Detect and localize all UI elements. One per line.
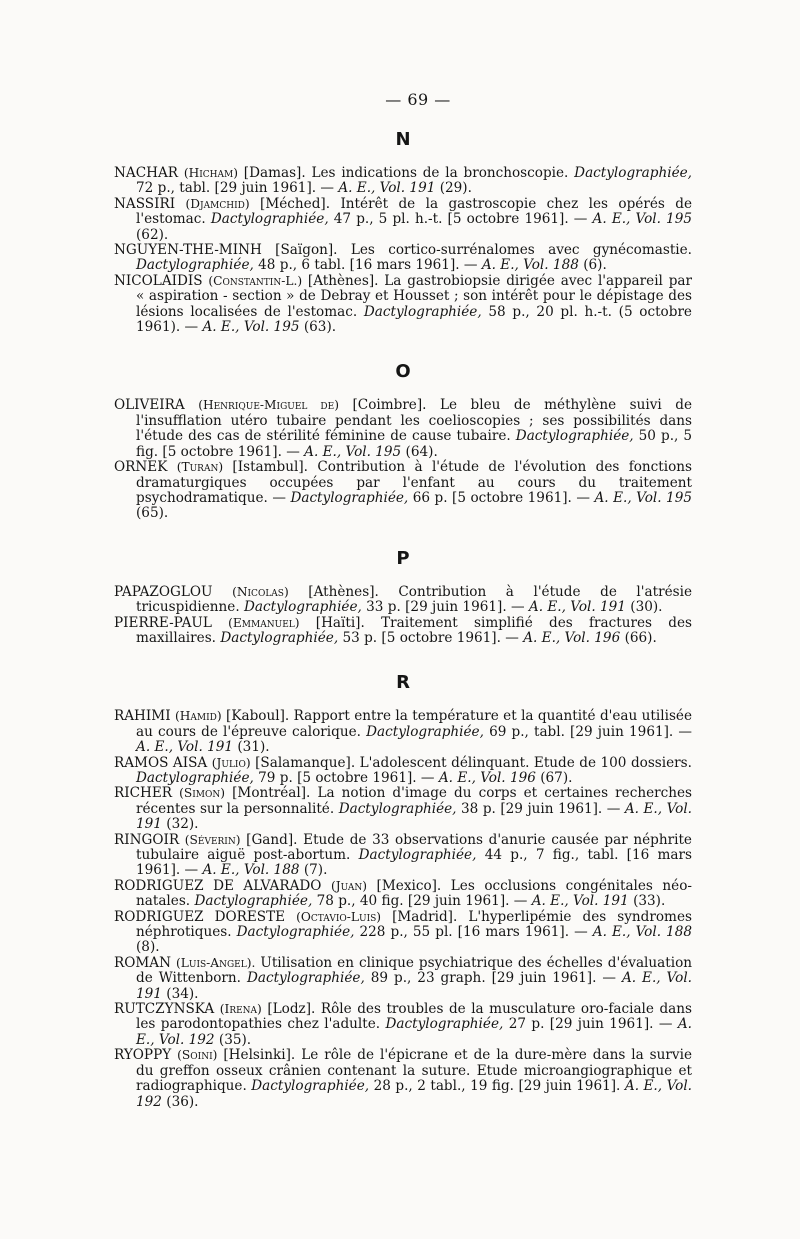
thesis-details: 66 p. [5 octobre 1961]. — — [412, 489, 590, 506]
section-letter-heading: P — [396, 547, 410, 569]
author-surname: NASSIRI — [114, 195, 176, 212]
thesis-details: 72 p., tabl. [29 juin 1961]. — — [136, 180, 334, 197]
author-surname: RUTCZYNSKA — [114, 1001, 215, 1018]
bibliography-entry — [114, 756, 692, 787]
entry-number: (34). — [166, 985, 199, 1002]
entry-number: (35). — [218, 1031, 252, 1048]
format-label: Dactylographiée, — [366, 723, 484, 740]
author-first-name: (Octavio-Luis) — [296, 909, 382, 924]
thesis-details: 53 p. [5 octobre 1961]. — — [342, 629, 519, 646]
format-label: Dactylographiée, — [251, 1078, 370, 1095]
author-surname: PIERRE-PAUL — [114, 614, 212, 631]
university-place: [Haïti]. — [315, 614, 365, 631]
thesis-title: L'hyperlipémie des syndromes néphrotiques. — [136, 908, 692, 941]
thesis-details: 27 p. [29 juin 1961]. — — [508, 1016, 673, 1033]
university-place: [Athènes]. — [308, 583, 379, 600]
thesis-details: 28 p., 2 tabl., 19 fig. [29 juin 1961]. — [373, 1078, 621, 1095]
volume-reference: A. E., Vol. 195 — [594, 489, 693, 506]
volume-reference: A. E., Vol. 191 — [136, 800, 692, 833]
thesis-title: Traitement simplifié des fractures des maxillaires. — [136, 614, 692, 646]
format-label: Dactylographiée, — [574, 165, 692, 181]
author-surname: ORNEK — [114, 459, 168, 476]
entry-number: (7). — [303, 862, 328, 879]
university-place: [Lodz]. — [267, 1001, 316, 1018]
bibliography-entry — [114, 956, 692, 1002]
author-surname: RINGOIR — [114, 831, 180, 848]
author-surname: NICOLAIDIS — [114, 272, 203, 289]
thesis-title: L'adolescent délinquant. Etude de 100 dossiers. — [359, 754, 692, 771]
bibliography-entry — [114, 1048, 692, 1110]
volume-reference: A. E., Vol. 195 — [592, 211, 693, 228]
university-place: [Istambul]. — [232, 459, 308, 476]
university-place: [Kaboul]. — [226, 708, 290, 725]
section-letter-heading: N — [395, 129, 411, 150]
entry-number: (31). — [237, 739, 270, 756]
format-label: Dactylographiée, — [236, 924, 355, 941]
format-label: Dactylographiée, — [515, 428, 634, 445]
thesis-details: 228 p., 55 pl. [16 mars 1961]. — — [359, 924, 588, 941]
volume-reference: A. E., Vol. 192 — [136, 1016, 692, 1048]
author-first-name: (Séverin) — [184, 832, 241, 847]
entry-number: (6). — [583, 257, 607, 274]
thesis-title: Intérêt de la gastroscopie chez les opérés de l'estomac. — [136, 195, 692, 228]
bibliography-entry — [114, 398, 692, 460]
bibliography-entry — [114, 910, 692, 956]
thesis-title: La notion d'image du corps et certaines recherches récentes sur la personnalité. — [136, 785, 693, 817]
author-first-name: (Turan) — [176, 460, 224, 475]
author-first-name: (Julio) — [211, 755, 251, 770]
format-label: Dactylographiée, — [210, 211, 329, 228]
author-first-name: (Juan) — [330, 878, 368, 893]
thesis-title: La gastrobiopsie dirigée avec l'appareil par « aspiration - section » de Debray et Housset ; son intérêt pour le dépistage des lésions localisées de l'estomac. — [136, 272, 693, 320]
entry-number: (65). — [136, 505, 169, 522]
thesis-details: 48 p., 6 tabl. [16 mars 1961]. — — [258, 257, 478, 274]
entry-number: (67). — [540, 769, 573, 786]
bibliography-entry — [114, 709, 692, 755]
author-surname: NACHAR — [114, 165, 179, 181]
format-label: Dactylographiée, — [220, 629, 339, 646]
volume-reference: A. E., Vol. 195 — [202, 319, 300, 336]
format-label: Dactylographiée, — [246, 970, 365, 987]
thesis-details: 58 p., 20 pl. h.-t. (5 octobre 1961). — — [136, 303, 692, 336]
author-surname: ROMAN — [114, 954, 172, 971]
bibliography-entry — [114, 243, 692, 274]
volume-reference: A. E., Vol. 191 — [136, 739, 234, 756]
author-surname: RODRIGUEZ DE ALVARADO — [114, 877, 322, 894]
entry-number: (30). — [630, 599, 663, 616]
thesis-title: Contribution à l'étude de l'évolution des fonctions dramaturgiques occupées par l'enfant au cours du traitement psychodramatique. — — [136, 459, 692, 506]
thesis-title: Le rôle de l'épicrane et de la dure-mère dans la survie du greffon osseux crânien contenant la suture. Etude microangiographique et radiographique. — [136, 1047, 692, 1095]
entry-number: (63). — [303, 319, 337, 336]
university-place: [Mexico]. — [376, 877, 442, 894]
author-first-name: (Constantin-L.) — [208, 273, 303, 288]
entry-number: (33). — [633, 893, 666, 910]
bibliography-content — [114, 129, 692, 1110]
bibliography-entry — [114, 833, 692, 879]
volume-reference: A. E., Vol. 192 — [136, 1078, 692, 1110]
bibliography-entry — [114, 274, 692, 336]
university-place: [Madrid]. — [392, 908, 458, 925]
thesis-details: 69 p., tabl. [29 juin 1961]. — — [489, 723, 692, 740]
thesis-title: Le bleu de méthylène suivi de l'insufflation utéro tubaire pendant les coelioscopies ; ses possibilités dans l'étude des cas de stérilité féminine de cause tubaire. — [136, 397, 692, 445]
bibliography-entry — [114, 786, 692, 832]
thesis-details: 89 p., 23 graph. [29 juin 1961]. — — [370, 970, 616, 987]
volume-reference: A. E., Vol. 195 — [304, 443, 402, 460]
university-place: [Coimbre]. — [352, 397, 427, 414]
thesis-title: Etude de 33 observations d'anurie causée par néphrite tubulaire aiguë post-abortum. — [136, 831, 692, 863]
university-place: [Montréal]. — [232, 785, 311, 802]
author-first-name: (Djamchid) — [185, 196, 250, 211]
thesis-title: Utilisation en clinique psychiatrique des échelles d'évaluation de Wittenborn. — [136, 954, 693, 987]
author-surname: RICHER — [114, 785, 173, 802]
thesis-details: 44 p., 7 fig., tabl. [16 mars 1961]. — — [136, 847, 692, 879]
thesis-details: 47 p., 5 pl. h.-t. [5 octobre 1961]. — — [333, 211, 588, 228]
format-label: Dactylographiée, — [136, 769, 254, 786]
university-place: [Gand]. — [246, 831, 298, 848]
format-label: Dactylographiée, — [358, 847, 477, 863]
author-first-name: (Hamid) — [174, 709, 222, 724]
format-label: Dactylographiée, — [244, 599, 362, 616]
author-surname: OLIVEIRA — [114, 397, 185, 414]
volume-reference: A. E., Vol. 188 — [202, 862, 300, 879]
author-first-name: (Luis-Angel). — [176, 955, 256, 970]
format-label: Dactylographiée, — [194, 893, 313, 910]
thesis-title: Les occlusions congénitales néo-natales. — [136, 877, 692, 910]
thesis-details: 38 p. [29 juin 1961]. — — [461, 800, 621, 817]
university-place: [Méched]. — [260, 195, 331, 212]
thesis-details: 78 p., 40 fig. [29 juin 1961]. — — [316, 893, 528, 910]
thesis-title: Rôle des troubles de la musculature oro-faciale dans les parodontopathies chez l'adulte. — [136, 1001, 693, 1033]
author-surname: RAHIMI — [114, 708, 171, 725]
entry-number: (66). — [624, 629, 657, 646]
bibliography-entry — [114, 1002, 692, 1048]
university-place: [Athènes]. — [307, 272, 379, 289]
format-label: Dactylographiée, — [363, 303, 482, 320]
thesis-details: 33 p. [29 juin 1961]. — — [366, 599, 525, 616]
volume-reference: A. E., Vol. 188 — [592, 924, 693, 941]
author-first-name: (Soini) — [177, 1048, 218, 1063]
thesis-details: 79 p. [5 octobre 1961]. — — [258, 769, 435, 786]
author-first-name: (Emmanuel) — [228, 615, 300, 630]
format-label: Dactylographiée, — [290, 489, 409, 506]
bibliography-entry — [114, 166, 692, 197]
volume-reference: A. E., Vol. 191 — [338, 180, 436, 197]
bibliography-entry — [114, 197, 692, 243]
author-first-name: (Henrique-Miguel de) — [198, 398, 339, 413]
author-first-name: (Irena) — [219, 1002, 262, 1017]
format-label: Dactylographiée, — [338, 800, 457, 817]
entry-number: (29). — [439, 180, 472, 197]
author-first-name: (Hicham) — [183, 166, 238, 180]
volume-reference: A. E., Vol. 191 — [531, 893, 629, 910]
entry-number: (36). — [166, 1093, 199, 1110]
thesis-details: 50 p., 5 fig. [5 octobre 1961]. — — [136, 428, 693, 460]
author-surname: NGUYEN-THE-MINH — [114, 242, 262, 259]
bibliography-entry — [114, 879, 692, 910]
entry-number: (8). — [136, 939, 160, 956]
university-place: [Salamanque]. — [255, 754, 356, 771]
university-place: [Damas]. — [243, 165, 306, 181]
bibliography-entry — [114, 460, 692, 522]
thesis-title: Rapport entre la température et la quantité d'eau utilisée au cours de l'épreuve calorique. — [136, 708, 693, 740]
volume-reference: A. E., Vol. 191 — [136, 970, 692, 1002]
author-first-name: (Simon) — [179, 786, 226, 801]
section-letter-heading: O — [395, 361, 411, 383]
author-surname: RODRIGUEZ DORESTE — [114, 908, 286, 925]
author-surname: RYOPPY — [114, 1047, 172, 1064]
format-label: Dactylographiée, — [136, 257, 254, 274]
thesis-title: Les cortico-surrénalomes avec gynécomastie. — [350, 242, 692, 259]
thesis-title: Les indications de la bronchoscopie. — [311, 165, 569, 181]
thesis-title: Contribution à l'étude de l'atrésie tricuspidienne. — [136, 583, 692, 616]
volume-reference: A. E., Vol. 196 — [523, 629, 621, 646]
volume-reference: A. E., Vol. 188 — [481, 257, 579, 274]
volume-reference: A. E., Vol. 196 — [438, 769, 536, 786]
bibliography-entry — [114, 585, 692, 616]
page-number: — 69 — — [385, 90, 451, 109]
university-place: [Helsinki]. — [223, 1047, 296, 1064]
entry-number: (62). — [136, 226, 169, 243]
entry-number: (64). — [405, 443, 438, 460]
entry-number: (32). — [166, 816, 199, 833]
volume-reference: A. E., Vol. 191 — [528, 599, 626, 616]
author-surname: PAPAZOGLOU — [114, 583, 213, 600]
author-surname: RAMOS AISA — [114, 754, 208, 771]
university-place: [Saïgon]. — [275, 242, 338, 259]
bibliography-entry — [114, 616, 692, 647]
author-first-name: (Nicolas) — [232, 584, 289, 599]
format-label: Dactylographiée, — [385, 1016, 504, 1033]
section-letter-heading: R — [396, 672, 410, 694]
